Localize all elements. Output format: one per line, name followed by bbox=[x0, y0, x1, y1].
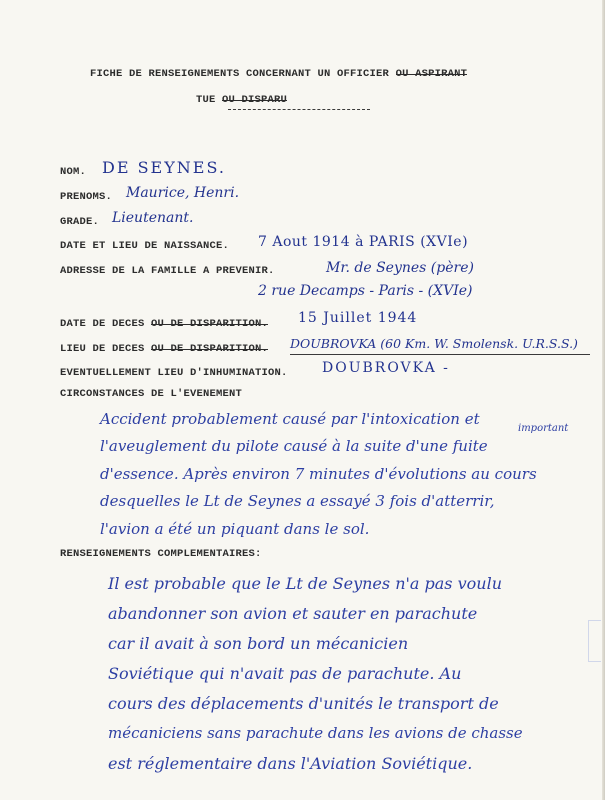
circonstances-line-5: l'avion a été un piquant dans le sol. bbox=[100, 520, 370, 538]
deces-lieu-label-text: LIEU DE DECES bbox=[60, 343, 145, 355]
prenoms-label: PRENOMS. bbox=[60, 191, 113, 203]
nom-value: DE SEYNES. bbox=[102, 158, 226, 177]
title-dashed-rule bbox=[228, 109, 370, 110]
adresse-value-2: 2 rue Decamps - Paris - (XVIe) bbox=[258, 283, 473, 299]
deces-lieu-struck: OU DE DISPARITION. bbox=[151, 343, 269, 355]
complementaires-line-1: Il est probable que le Lt de Seynes n'a pas voulu bbox=[108, 574, 502, 593]
circonstances-line-1: Accident probablement causé par l'intoxication et bbox=[100, 410, 480, 428]
complementaires-line-2: abandonner son avion et sauter en parachute bbox=[108, 604, 478, 623]
deces-lieu-underline bbox=[290, 354, 590, 355]
deces-lieu-value: DOUBROVKA (60 Km. W. Smolensk. U.R.S.S.) bbox=[290, 336, 578, 351]
form-title-struck: OU ASPIRANT bbox=[395, 68, 468, 80]
complementaires-line-4: Soviétique qui n'avait pas de parachute. Au bbox=[108, 664, 462, 683]
circonstances-label: CIRCONSTANCES DE L'EVENEMENT bbox=[60, 388, 243, 400]
grade-label: GRADE. bbox=[60, 216, 100, 228]
deces-date-label bbox=[60, 318, 268, 330]
faint-stamp-mark bbox=[588, 620, 601, 662]
form-subtitle bbox=[196, 94, 287, 106]
adresse-label: ADRESSE DE LA FAMILLE A PREVENIR. bbox=[60, 265, 275, 277]
complementaires-line-5: cours des déplacements d'unités le transport de bbox=[108, 694, 499, 713]
deces-date-value: 15 Juillet 1944 bbox=[298, 310, 418, 326]
deces-date-struck: OU DE DISPARITION. bbox=[151, 318, 269, 330]
circonstances-line-2: l'aveuglement du pilote causé à la suite d'une fuite bbox=[100, 437, 488, 455]
nom-label: NOM. bbox=[60, 166, 87, 178]
inhumation-value: DOUBROVKA - bbox=[322, 360, 450, 376]
form-subtitle-main: TUE bbox=[196, 94, 216, 106]
complementaires-label: RENSEIGNEMENTS COMPLEMENTAIRES: bbox=[60, 548, 262, 560]
deces-lieu-label bbox=[60, 343, 268, 355]
naissance-label: DATE ET LIEU DE NAISSANCE. bbox=[60, 240, 230, 252]
form-subtitle-struck: OU DISPARU bbox=[222, 94, 288, 106]
complementaires-line-7: est réglementaire dans l'Aviation Soviétique. bbox=[108, 754, 473, 773]
adresse-value-1: Mr. de Seynes (père) bbox=[326, 260, 474, 276]
grade-value: Lieutenant. bbox=[112, 210, 194, 226]
deces-date-label-text: DATE DE DECES bbox=[60, 318, 145, 330]
circonstances-line-4: desquelles le Lt de Seynes a essayé 3 fois d'atterrir, bbox=[100, 492, 495, 510]
naissance-value: 7 Aout 1914 à PARIS (XVIe) bbox=[258, 234, 469, 250]
circonstances-line-3: d'essence. Après environ 7 minutes d'évolutions au cours bbox=[100, 465, 537, 483]
prenoms-value: Maurice, Henri. bbox=[126, 185, 240, 201]
circonstances-insert: important bbox=[518, 423, 569, 434]
inhumation-label: EVENTUELLEMENT LIEU D'INHUMINATION. bbox=[60, 367, 288, 379]
form-title-main: FICHE DE RENSEIGNEMENTS CONCERNANT UN OFFICIER bbox=[90, 68, 390, 80]
form-title bbox=[90, 68, 467, 80]
complementaires-line-6: mécaniciens sans parachute dans les avions de chasse bbox=[108, 724, 523, 742]
complementaires-line-3: car il avait à son bord un mécanicien bbox=[108, 634, 409, 653]
